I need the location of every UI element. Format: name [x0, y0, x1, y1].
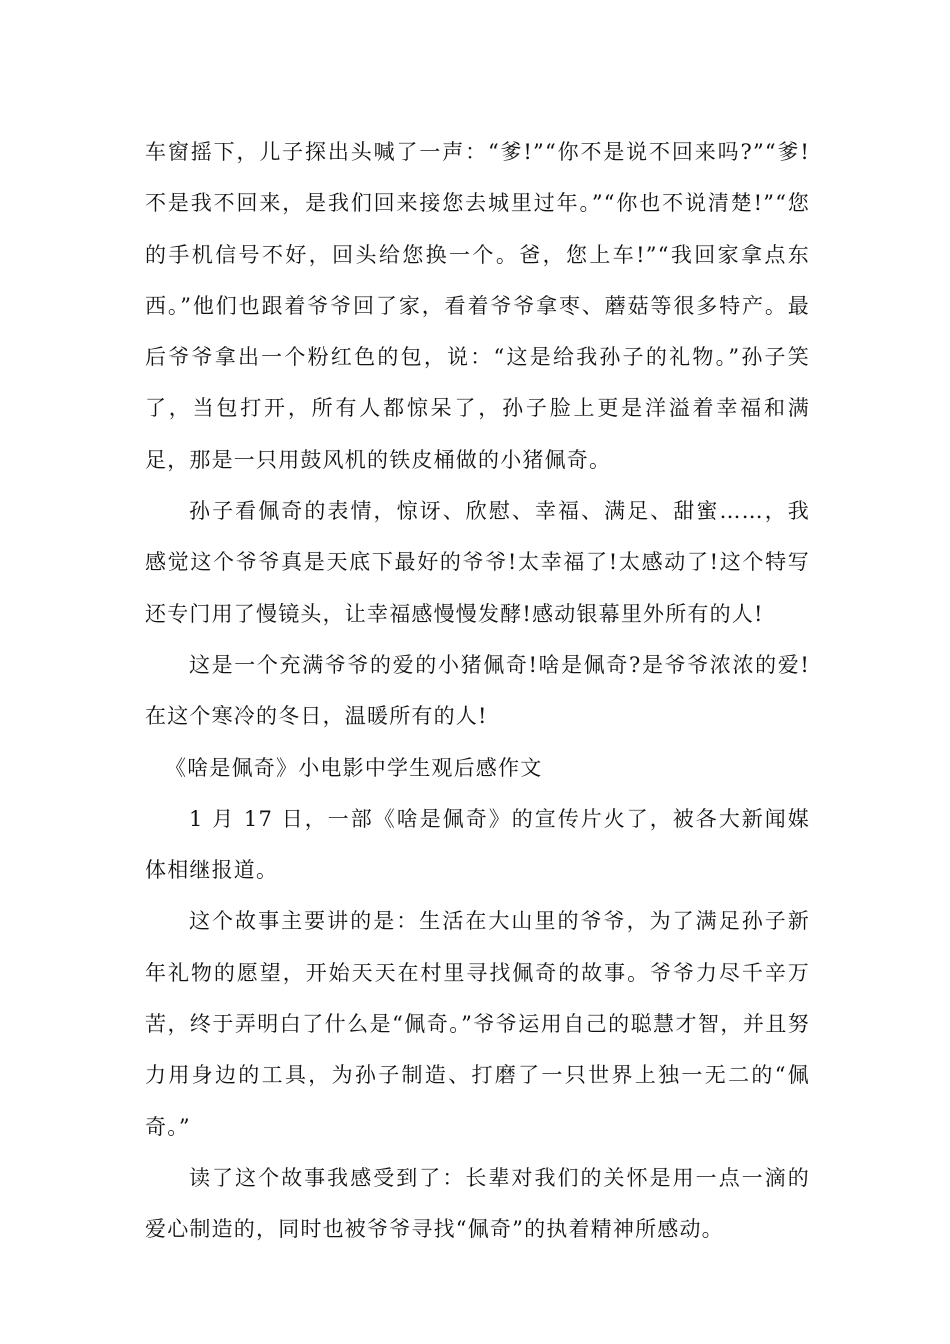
document-body [145, 127, 810, 1256]
paragraph-conclusion: 这是一个充满爷爷的爱的小猪佩奇!啥是佩奇?是爷爷浓浓的爱!在这个寒冷的冬日，温暖所有的人! [145, 652, 810, 729]
essay-title: 《啥是佩奇》小电影中学生观后感作文 [165, 755, 543, 780]
paragraph-story: 这个故事主要讲的是：生活在大山里的爷爷，为了满足孙子新年礼物的愿望，开始天天在村里寻找佩奇的故事。爷爷力尽千辛万苦，终于弄明白了什么是“佩奇。”爷爷运用自己的聪慧才智，并且努力用身边的工具，为孙子制造、打磨了一只世界上独一无二的“佩奇。” [145, 909, 810, 1139]
paragraph-intro: 1 月 17 日，一部《啥是佩奇》的宣传片火了，被各大新闻媒体相继报道。 [145, 806, 810, 883]
paragraph-continuation: 车窗摇下，儿子探出头喊了一声：“爹!”“你不是说不回来吗?”“爹!不是我不回来，是我们回来接您去城里过年。”“你也不说清楚!”“您的手机信号不好，回头给您换一个。爸，您上车!”“我回家拿点东西。”他们也跟着爷爷回了家，看着爷爷拿枣、蘑菇等很多特产。最后爷爷拿出一个粉红色的包，说：“这是给我孙子的礼物。”孙子笑了，当包打开，所有人都惊呆了，孙子脸上更是洋溢着幸福和满足，那是一只用鼓风机的铁皮桶做的小猪佩奇。 [145, 140, 810, 472]
paragraph-expression: 孙子看佩奇的表情，惊讶、欣慰、幸福、满足、甜蜜……，我感觉这个爷爷真是天底下最好的爷爷!太幸福了!太感动了!这个特写还专门用了慢镜头，让幸福感慢慢发酵!感动银幕里外所有的人! [145, 499, 810, 626]
paragraph-reflection: 读了这个故事我感受到了：长辈对我们的关怀是用一点一滴的爱心制造的，同时也被爷爷寻找“佩奇”的执着精神所感动。 [145, 1165, 810, 1242]
